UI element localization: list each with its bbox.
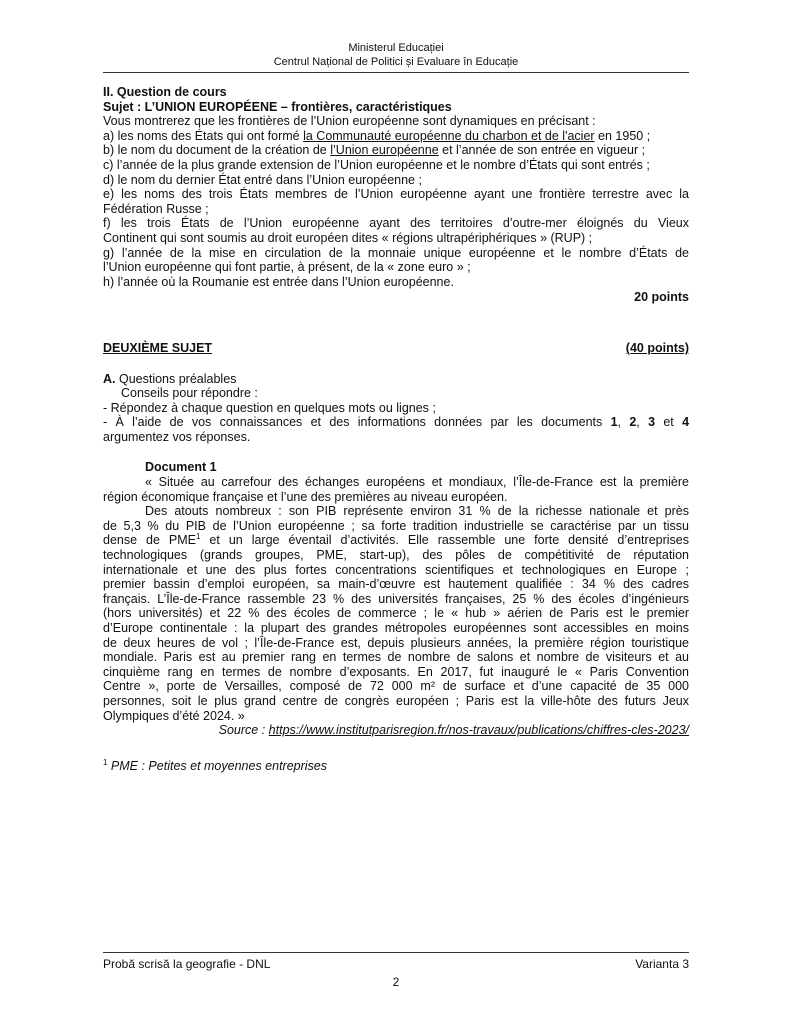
item-f-line1: f) les trois États de l’Union européenne ayant des territoires d’outre-mer éloignés du Vieux	[103, 216, 689, 231]
deuxieme-sujet-title: DEUXIÈME SUJET	[103, 340, 213, 355]
header-ministry: Ministerul Educației	[348, 42, 444, 54]
document-1-source: Source : https://www.institutparisregion.fr/nos-travaux/publications/chiffres-cles-2023/	[218, 723, 689, 738]
item-e-line2: Fédération Russe ;	[103, 201, 209, 216]
item-c: c) l’année de la plus grande extension de l’Union européenne et le nombre d’États qui sont entrés ;	[103, 157, 650, 172]
footer-variant: Varianta 3	[635, 957, 689, 971]
source-link[interactable]: https://www.institutparisregion.fr/nos-travaux/publications/chiffres-cles-2023/	[268, 723, 689, 738]
deuxieme-sujet-heading	[103, 341, 689, 356]
page-header	[103, 0, 689, 73]
header-rule	[103, 72, 689, 73]
item-g-line1: g) l’année de la mise en circulation de la monnaie unique européenne et le nombre d’États de	[103, 245, 689, 260]
footer-rule	[103, 952, 689, 953]
exam-page	[103, 0, 689, 1024]
questions-prealables: A. Questions préalables	[103, 371, 237, 386]
section-subject: Sujet : L’UNION EUROPÉENE – frontières, caractéristiques	[103, 99, 452, 114]
header-center: Centrul Național de Politici și Evaluare în Educație	[273, 56, 519, 68]
section-points: 20 points	[634, 290, 689, 305]
page-footer	[103, 952, 689, 989]
section-title: II. Question de cours	[103, 85, 227, 99]
deuxieme-sujet-points: (40 points)	[625, 340, 689, 355]
conseils: Conseils pour répondre :	[121, 386, 258, 401]
section-intro: Vous montrerez que les frontières de l’Union européenne sont dynamiques en précisant :	[103, 114, 596, 129]
footnote-ref: 1	[196, 532, 201, 542]
underlined-term: la Communauté européenne du charbon et de l'acier	[303, 128, 595, 143]
page-body	[103, 85, 689, 773]
document-1-text: « Située au carrefour des échanges européens et mondiaux, l’Île-de-France est la première région économique française et l’une des premières au niveau européen. Des atouts nombreux : son PIB représente environ 31 % de la richesse nationale et près de 5,3 % du PIB de l’Union européenne ; sa forte tradition industrielle se caractérise par un tissu dense de PME$^1$ et un large éventail d’activités. Elle rassemble une forte densité d’entreprises technologiques (grands groupes, PME, start-up), des pôles de compétitivité de réputation internationale et une des plus fortes concentrations scientifiques et technologiques en Europe ; premier bassin d’emploi européen, sa main-d’œuvre est hautement qualifiée : 34 % des cadres français. L’Île-de-France rassemble 23 % des universités françaises, 25 % des écoles d’ingénieurs (hors universités) et 22 % des écoles de commerce ; le « hub » aérien de Paris est le premier d’Europe continentale : la plupart des grandes métropoles européennes sont accessibles en moins de deux heures de vol ; l’Île-de-France est, depuis plusieurs années, la première région touristique mondiale. Paris est au premier rang en termes de nombre de salons et nombre de visiteurs et au cinquième rang en termes de nombre d’exposants. En 2017, fut inauguré le « Paris Convention Centre », porte de Versailles, composé de 72 000 m² de surface et d’une capacité de 35 000 personnes, soit le plus grand centre de congrès européen ; Paris est la ville-hôte des futurs Jeux Olympiques d’été 2024. »	[103, 475, 689, 723]
underlined-term: l’Union européenne	[330, 143, 439, 158]
item-h: h) l’année où la Roumanie est entrée dans l’Union européenne.	[103, 274, 454, 289]
item-d: d) le nom du dernier État entré dans l’Union européenne ;	[103, 172, 422, 187]
conseil-1: - Répondez à chaque question en quelques mots ou lignes ;	[103, 400, 436, 415]
item-f-line2: Continent qui sont soumis au droit européen dites « régions ultrapériphériques » (RUP) ;	[103, 230, 593, 245]
item-b: b) le nom du document de la création de l’Union européenne et l’année de son entrée en vigueur ;	[103, 143, 646, 158]
item-e-line1: e) les noms des trois États membres de l’Union européenne ayant une frontière terrestre avec la	[103, 187, 689, 202]
conseil-2: - À l’aide de vos connaissances et des informations données par les documents 1, 2, 3 et 4	[103, 415, 690, 430]
page-number: 2	[392, 975, 400, 989]
document-1-title: Document 1	[145, 460, 217, 475]
footnote: $^1$ PME : Petites et moyennes entreprises	[103, 757, 327, 773]
conseil-2-cont: argumentez vos réponses.	[103, 429, 251, 444]
item-a: a) les noms des États qui ont formé la Communauté européenne du charbon et de l'acier en 1950 ;	[103, 128, 651, 143]
footer-exam-name: Probă scrisă la geografie - DNL	[103, 957, 271, 971]
item-g-line2: l’Union européenne qui font partie, à présent, de la « zone euro » ;	[103, 260, 471, 275]
